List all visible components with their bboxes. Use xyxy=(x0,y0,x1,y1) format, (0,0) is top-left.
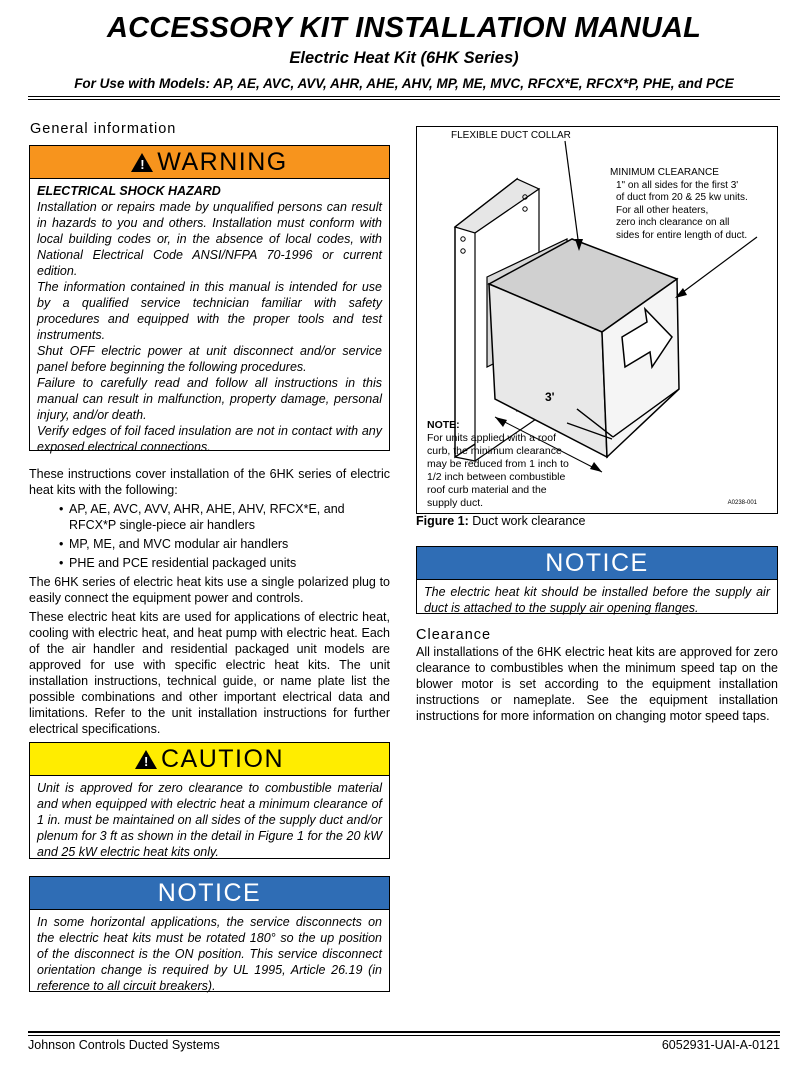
notice-text: The electric heat kit should be installed before the supply air duct is attached to the supply air opening flanges. xyxy=(424,585,770,615)
flexible-duct-collar-label: FLEXIBLE DUCT COLLAR xyxy=(451,130,571,141)
footer-document-number: 6052931-UAI-A-0121 xyxy=(661,1038,780,1052)
minimum-clearance-line: of duct from 20 & 25 kw units. xyxy=(616,192,748,203)
document-title: ACCESSORY KIT INSTALLATION MANUAL xyxy=(106,12,702,44)
list-item: • MP, ME, and MVC modular air handlers xyxy=(29,536,390,552)
minimum-clearance-label xyxy=(610,167,748,242)
figure-note-line: 1/2 inch between combustible xyxy=(427,471,566,483)
header-rule xyxy=(28,96,780,97)
minimum-clearance-line: zero inch clearance on all xyxy=(616,217,730,228)
footer-rule xyxy=(28,1031,780,1033)
caution-triangle-icon: ! xyxy=(135,750,157,769)
figure-caption-text: Duct work clearance xyxy=(468,514,586,528)
figure-note-title: NOTE: xyxy=(427,419,460,431)
notice-body xyxy=(30,910,389,998)
clearance-paragraph: All installations of the 6HK electric heat kits are approved for zero clearance to combustibles when the minimum speed tap on the blower motor is set according to the equipment installation instructions or nameplate. See the equipment installation instructions for more information on changing motor speed taps. xyxy=(416,645,778,723)
list-item: • PHE and PCE residential packaged units xyxy=(29,555,390,571)
clearance-heading: Clearance xyxy=(416,627,492,643)
figure-caption-label: Figure 1: xyxy=(416,514,469,528)
warning-triangle-icon: ! xyxy=(131,153,153,172)
warning-body xyxy=(30,179,389,459)
caution-text: Unit is approved for zero clearance to combustible material and when equipped with electric heat a minimum clearance of 1 in. must be maintained on all sides of the supply duct and/or plenum for 3 ft as shown in the detail in Figure 1 for the 20 kW and 25 kW electric heat kits only. xyxy=(37,781,382,859)
plug-paragraph: The 6HK series of electric heat kits use a single polarized plug to easily connect the equipment power and controls. xyxy=(29,575,390,605)
intro-section xyxy=(29,466,390,740)
warning-paragraph: Verify edges of foil faced insulation are not in contact with any exposed electrical connections. xyxy=(37,424,382,454)
notice-box-left xyxy=(29,876,390,992)
header-rule-second xyxy=(28,99,780,100)
notice-box-right xyxy=(416,546,778,614)
clearance-section xyxy=(416,644,778,727)
models-line: For Use with Models: AP, AE, AVC, AVV, AHR, AHE, AHV, MP, ME, MVC, RFCX*E, RFCX*P, PHE, and PCE xyxy=(74,76,734,91)
warning-paragraph: Failure to carefully read and follow all instructions in this manual can result in malfunction, property damage, personal injury, and/or death. xyxy=(37,376,382,422)
figure-note xyxy=(427,419,569,510)
minimum-clearance-title: MINIMUM CLEARANCE xyxy=(610,167,719,178)
caution-header xyxy=(30,743,389,776)
minimum-clearance-line: 1" on all sides for the first 3' xyxy=(616,179,739,191)
notice-header xyxy=(30,877,389,910)
warning-header xyxy=(30,146,389,179)
intro-paragraph: These instructions cover installation of the 6HK series of electric heat kits with the following: xyxy=(29,467,390,497)
caution-box xyxy=(29,742,390,859)
caution-body xyxy=(30,776,389,864)
figure-note-line: curb, the minimum clearance xyxy=(427,445,562,457)
figure-note-line: supply duct. xyxy=(427,497,484,509)
footer-company: Johnson Controls Ducted Systems xyxy=(28,1038,220,1052)
notice-label: NOTICE xyxy=(157,878,262,907)
model-list xyxy=(29,501,390,571)
warning-paragraph: Installation or repairs made by unqualified persons can result in hazards to you and others. Installation must conform with local building codes or, in the absence of local codes, with National Electrical Code ANSI/NFPA 70-1996 or current edition. xyxy=(37,200,382,278)
general-information-heading: General information xyxy=(30,121,177,137)
list-item: • AP, AE, AVC, AVV, AHR, AHE, AHV, RFCX*E, and RFCX*P single-piece air handlers xyxy=(29,501,390,533)
application-paragraph: These electric heat kits are used for applications of electric heat, cooling with electric heat, and heat pump with electric heat. Each of the air handler and residential packaged unit models are approved for use with specific electric heat kits. The unit installation instructions, technical guide, or name plate list the possible combinations and other important electrical data and limitations. Refer to the unit installation instructions for further electrical specifications. xyxy=(29,610,390,736)
dimension-label: 3' xyxy=(545,390,555,404)
figure-caption xyxy=(416,514,586,528)
minimum-clearance-line: sides for entire length of duct. xyxy=(616,229,748,241)
notice-header xyxy=(417,547,777,580)
warning-label: WARNING xyxy=(157,147,288,176)
notice-label: NOTICE xyxy=(545,548,649,577)
figure-code: A0238-001 xyxy=(727,500,757,506)
warning-paragraph: Shut OFF electric power at unit disconnect and/or service panel before beginning the following procedures. xyxy=(37,344,382,374)
warning-hazard: ELECTRICAL SHOCK HAZARD xyxy=(37,184,221,198)
footer-rule-second xyxy=(28,1035,780,1036)
warning-paragraph: The information contained in this manual is intended for use by a qualified service technician familiar with safety procedures and equipped with the proper tools and test instruments. xyxy=(37,280,382,342)
duct-clearance-figure xyxy=(416,126,778,514)
notice-body xyxy=(417,580,777,620)
figure-note-line: may be reduced from 1 inch to xyxy=(427,458,569,470)
caution-label: CAUTION xyxy=(161,744,284,773)
figure-note-line: roof curb material and the xyxy=(427,484,547,496)
minimum-clearance-line: For all other heaters, xyxy=(616,204,709,216)
warning-box xyxy=(29,145,390,454)
notice-text: In some horizontal applications, the service disconnects on the electric heat kits must be rotated 180° so the up position of the disconnect is the ON position. This service disconnect orientation change is required by UL 1995, Article 26.19 (in reference to all circuit breakers). xyxy=(37,915,382,993)
figure-note-line: For units applied with a roof xyxy=(427,432,556,444)
document-subtitle: Electric Heat Kit (6HK Series) xyxy=(289,49,519,67)
